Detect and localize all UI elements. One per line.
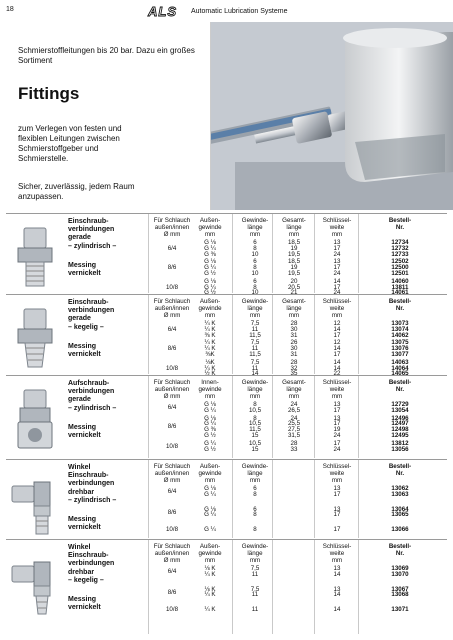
hose-size: 8/6 <box>167 345 177 353</box>
column-divider <box>358 214 359 293</box>
table-cell: 20,5 <box>287 283 301 291</box>
table-cell: 18,5 <box>287 258 301 266</box>
column-header: Gewinde- länge mm <box>241 379 269 400</box>
product-section <box>6 539 447 635</box>
table-cell: 13054 <box>391 406 409 414</box>
product-material: Messing vernickelt <box>68 262 101 278</box>
table-cell: ¼ K <box>204 570 216 578</box>
table-cell: G ¼ <box>204 420 216 428</box>
column-divider <box>232 214 233 293</box>
table-cell: 12500 <box>391 264 409 272</box>
table-cell: 11 <box>251 364 259 372</box>
table-cell: 17 <box>333 244 341 252</box>
table-cell: 11 <box>251 325 259 333</box>
column-divider <box>148 376 149 458</box>
table-cell: 12732 <box>391 244 409 252</box>
table-cell: 30 <box>290 325 298 333</box>
column-divider <box>148 540 149 634</box>
table-cell: 25,5 <box>287 420 301 428</box>
table-cell: ¼ K <box>204 364 216 372</box>
table-cell: 17 <box>333 283 341 291</box>
column-header: Für Schlauch außen/innen Ø mm <box>153 379 191 400</box>
table-cell: 13074 <box>391 325 409 333</box>
table-cell: 22 <box>333 370 341 378</box>
table-cell: 11 <box>251 570 259 578</box>
table-cell: 10 <box>251 250 259 258</box>
column-header: Innen- gewinde mm <box>198 379 222 400</box>
table-cell: G ⅜ <box>204 250 216 258</box>
hose-size: 6/4 <box>167 403 177 411</box>
table-cell: 19,5 <box>287 270 301 277</box>
table-cell: 17 <box>333 511 341 519</box>
product-material: Messing vernickelt <box>68 596 101 612</box>
intro-description: zum Verlegen von festen und flexiblen Leitungen zwischen Schmierstoffgeber und Schmierstelle. <box>18 124 122 163</box>
table-cell: 30 <box>290 345 298 353</box>
column-divider <box>314 540 315 634</box>
column-header: Schlüssel- weite mm <box>322 463 352 484</box>
column-header: Bestell- Nr. <box>388 463 412 477</box>
fitting-thumbnail <box>8 472 62 536</box>
product-name: Winkel Einschraub- verbindungen drehbar – zylindrisch – <box>68 464 117 504</box>
table-cell: ⅛ K <box>204 565 216 572</box>
table-cell: 17 <box>333 490 341 498</box>
column-divider <box>358 460 359 538</box>
table-cell: ¼ K <box>204 345 216 353</box>
hose-size: 10/8 <box>165 606 179 614</box>
table-cell: 28 <box>290 320 298 327</box>
product-name: Winkel Einschraub- verbindungen drehbar – kegelig – <box>68 544 115 584</box>
column-divider <box>232 540 233 634</box>
column-header: Gewinde- länge mm <box>241 298 269 319</box>
table-cell: G ⅛ <box>204 414 216 422</box>
table-cell: 8 <box>253 401 257 408</box>
column-divider <box>358 376 359 458</box>
column-header: Bestell- Nr. <box>388 543 412 557</box>
table-cell: 19 <box>290 244 298 252</box>
table-cell: 8 <box>253 414 257 422</box>
column-header: Für Schlauch außen/innen Ø mm <box>153 298 191 319</box>
table-cell: 21 <box>290 289 298 297</box>
page-title: Fittings <box>18 84 80 103</box>
fitting-thumbnail <box>8 307 62 371</box>
table-cell: 17 <box>333 331 341 339</box>
table-cell: G ⅛ <box>204 277 216 285</box>
table-cell: 12 <box>333 339 341 347</box>
table-cell: 10 <box>251 270 259 277</box>
table-cell: G ⅛ <box>204 239 216 246</box>
table-cell: ½ K <box>204 370 216 378</box>
table-cell: G ½ <box>204 289 216 297</box>
product-section <box>6 459 447 539</box>
table-cell: 13064 <box>391 505 409 513</box>
column-divider <box>232 460 233 538</box>
fitting-thumbnail <box>8 388 62 452</box>
table-cell: 13812 <box>391 439 409 447</box>
table-cell: 15 <box>251 445 259 453</box>
table-cell: G ¼ <box>204 511 216 519</box>
hose-size: 6/4 <box>167 244 177 252</box>
table-cell: G ¼ <box>204 526 216 534</box>
table-cell: 13 <box>333 401 341 408</box>
table-cell: 13 <box>333 258 341 266</box>
table-cell: G ⅛ <box>204 505 216 513</box>
column-header: Gesamt- länge mm <box>282 379 306 400</box>
table-cell: 27,5 <box>287 426 301 434</box>
table-cell: 6 <box>253 485 257 492</box>
column-header: Außen- gewinde mm <box>198 217 222 238</box>
table-cell: 8 <box>253 283 257 291</box>
table-cell: 24 <box>333 432 341 439</box>
table-cell: 19 <box>333 426 341 434</box>
table-cell: 13063 <box>391 490 409 498</box>
table-cell: 14 <box>251 370 259 378</box>
hose-size: 8/6 <box>167 423 177 431</box>
hose-size: 10/8 <box>165 526 179 534</box>
column-divider <box>358 540 359 634</box>
table-cell: 24 <box>333 270 341 277</box>
table-cell: 19 <box>290 264 298 272</box>
column-divider <box>358 295 359 374</box>
table-cell: 31 <box>290 351 298 358</box>
table-cell: 14 <box>333 591 341 599</box>
table-cell: 26 <box>290 339 298 347</box>
fitting-photo <box>195 22 453 210</box>
table-cell: ⅜ K <box>204 331 216 339</box>
table-cell: 20 <box>290 277 298 285</box>
table-cell: ⅜K <box>205 351 215 358</box>
table-cell: ¼ K <box>204 606 216 614</box>
table-cell: G ¼ <box>204 490 216 498</box>
column-header: Gesamt- länge mm <box>282 298 306 319</box>
table-cell: ⅛ K <box>204 585 216 593</box>
intro-section <box>0 22 453 212</box>
table-cell: 18,5 <box>287 239 301 246</box>
column-divider <box>148 214 149 293</box>
product-section <box>6 294 447 378</box>
hose-size: 6/4 <box>167 487 177 495</box>
column-header: Schlüssel- weite mm <box>322 379 352 400</box>
table-cell: 13 <box>333 585 341 593</box>
column-header: Für Schlauch außen/innen Ø mm <box>153 463 191 484</box>
table-cell: 8 <box>253 264 257 272</box>
table-cell: 12496 <box>391 414 409 422</box>
table-cell: 15 <box>251 432 259 439</box>
table-cell: 11 <box>251 345 259 353</box>
table-cell: 24 <box>333 289 341 297</box>
brand-name: Automatic Lubrication Systeme <box>191 8 288 15</box>
table-cell: 14 <box>333 277 341 285</box>
table-cell: 17 <box>333 351 341 358</box>
table-cell: 11,5 <box>249 331 261 339</box>
table-cell: 24 <box>333 250 341 258</box>
table-cell: 13069 <box>391 565 409 572</box>
table-cell: 8 <box>253 526 257 534</box>
table-cell: 12498 <box>391 426 409 434</box>
table-cell: 14061 <box>391 289 409 297</box>
product-section <box>6 375 447 459</box>
column-divider <box>314 460 315 538</box>
table-cell: 13065 <box>391 511 409 519</box>
product-material: Messing vernickelt <box>68 343 101 359</box>
table-cell: 14 <box>333 606 341 614</box>
table-cell: ¼ K <box>204 591 216 599</box>
table-cell: 13056 <box>391 445 409 453</box>
page-header <box>0 0 453 22</box>
table-cell: 13076 <box>391 345 409 353</box>
column-divider <box>232 376 233 458</box>
table-cell: 14 <box>333 570 341 578</box>
als-logo: ALS <box>148 4 177 19</box>
table-cell: 7,5 <box>250 358 260 366</box>
table-cell: G ⅜ <box>204 426 216 434</box>
table-cell: 11,5 <box>249 351 261 358</box>
table-cell: 7,5 <box>250 565 260 572</box>
table-cell: 14065 <box>391 370 409 378</box>
table-cell: 31 <box>290 331 298 339</box>
table-cell: 13 <box>333 485 341 492</box>
column-divider <box>232 295 233 374</box>
hose-size: 6/4 <box>167 567 177 575</box>
table-cell: G ⅛ <box>204 258 216 266</box>
table-cell: 6 <box>253 505 257 513</box>
table-cell: 35 <box>290 370 298 378</box>
table-cell: 14062 <box>391 331 409 339</box>
column-header: Außen- gewinde mm <box>198 298 222 319</box>
table-cell: ¼ K <box>204 320 216 327</box>
table-cell: 13 <box>333 565 341 572</box>
table-cell: 17 <box>333 420 341 428</box>
column-header: Außen- gewinde mm <box>198 543 222 564</box>
table-cell: 6 <box>253 239 257 246</box>
table-cell: 13077 <box>391 351 409 358</box>
table-cell: 13 <box>333 414 341 422</box>
table-cell: 13066 <box>391 526 409 534</box>
table-cell: 14060 <box>391 277 409 285</box>
table-cell: G ¼ <box>204 439 216 447</box>
hose-size: 8/6 <box>167 588 177 596</box>
table-cell: 13071 <box>391 606 409 614</box>
table-cell: G ½ <box>204 432 216 439</box>
table-cell: 13073 <box>391 320 409 327</box>
table-cell: 14 <box>333 345 341 353</box>
page-number: 18 <box>6 6 14 13</box>
table-cell: 14063 <box>391 358 409 366</box>
table-cell: 32 <box>290 364 298 372</box>
column-divider <box>148 460 149 538</box>
table-cell: G ½ <box>204 270 216 277</box>
table-cell: 11,5 <box>249 426 261 434</box>
hose-size: 6/4 <box>167 325 177 333</box>
table-cell: 28 <box>290 358 298 366</box>
fitting-thumbnail <box>8 552 62 616</box>
column-header: Für Schlauch außen/innen Ø mm <box>153 217 191 238</box>
table-cell: G ⅛ <box>204 485 216 492</box>
table-cell: 24 <box>290 401 298 408</box>
table-cell: 17 <box>333 439 341 447</box>
table-cell: G ¼ <box>204 283 216 291</box>
table-cell: 7,5 <box>250 585 260 593</box>
table-cell: 11 <box>251 606 259 614</box>
table-cell: 17 <box>333 406 341 414</box>
product-name: Einschraub- verbindungen gerade – kegelig – <box>68 299 115 331</box>
table-cell: 17 <box>333 526 341 534</box>
table-cell: 24 <box>290 414 298 422</box>
table-cell: 7,5 <box>250 320 260 327</box>
table-cell: 12501 <box>391 270 409 277</box>
table-cell: 12729 <box>391 401 409 408</box>
table-cell: 14064 <box>391 364 409 372</box>
table-cell: 11 <box>251 591 259 599</box>
hose-size: 10/8 <box>165 364 179 372</box>
column-header: Bestell- Nr. <box>388 217 412 231</box>
table-cell: ¼ K <box>204 339 216 347</box>
column-header: Gesamt- länge mm <box>282 217 306 238</box>
table-cell: 10,5 <box>248 439 262 447</box>
table-cell: 8 <box>253 511 257 519</box>
table-cell: 17 <box>333 264 341 272</box>
column-header: Für Schlauch außen/innen Ø mm <box>153 543 191 564</box>
table-cell: 13811 <box>391 283 409 291</box>
product-name: Aufschraub- verbindungen gerade – zylindrisch – <box>68 380 117 412</box>
column-header: Gewinde- länge mm <box>241 217 269 238</box>
intro-lead: Schmierstoffleitungen bis 20 bar. Dazu ein großes Sortiment <box>18 46 195 65</box>
table-cell: 31,5 <box>287 432 301 439</box>
column-header: Schlüssel- weite mm <box>322 298 352 319</box>
table-cell: 6 <box>253 277 257 285</box>
table-cell: 6 <box>253 258 257 266</box>
table-cell: 12497 <box>391 420 409 428</box>
hose-size: 10/8 <box>165 442 179 450</box>
product-material: Messing vernickelt <box>68 424 101 440</box>
table-cell: 14 <box>333 364 341 372</box>
table-cell: G ⅛ <box>204 401 216 408</box>
table-cell: 12502 <box>391 258 409 266</box>
hose-size: 10/8 <box>165 283 179 291</box>
column-header: Schlüssel- weite mm <box>322 217 352 238</box>
table-cell: 13068 <box>391 591 409 599</box>
table-cell: 24 <box>333 445 341 453</box>
column-header: Gewinde- länge mm <box>241 543 269 564</box>
table-cell: 7,5 <box>250 339 260 347</box>
hose-size: 8/6 <box>167 508 177 516</box>
column-divider <box>148 295 149 374</box>
table-cell: 12 <box>333 320 341 327</box>
table-cell: 13067 <box>391 585 409 593</box>
table-cell: 12733 <box>391 250 409 258</box>
table-cell: 13075 <box>391 339 409 347</box>
table-cell: 12734 <box>391 239 409 246</box>
table-cell: 14 <box>333 358 341 366</box>
intro-tagline: Sicher, zuverlässig, jedem Raum anzupassen. <box>18 182 135 201</box>
table-cell: 13070 <box>391 570 409 578</box>
product-material: Messing vernickelt <box>68 516 101 532</box>
table-cell: G ¼ <box>204 244 216 252</box>
column-header: Gewinde- länge mm <box>241 463 269 484</box>
table-cell: 28 <box>290 439 298 447</box>
table-cell: 12495 <box>391 432 409 439</box>
hose-size: 8/6 <box>167 264 177 272</box>
table-cell: 13 <box>333 505 341 513</box>
table-cell: 10,5 <box>248 420 262 428</box>
fitting-illustration <box>195 22 453 210</box>
table-cell: G ¼ <box>204 264 216 272</box>
table-cell: ⅛K <box>205 358 215 366</box>
product-name: Einschraub- verbindungen gerade – zylindrisch – <box>68 218 117 250</box>
table-cell: G ¼ <box>204 406 216 414</box>
intro-text-box <box>6 22 211 210</box>
table-cell: 8 <box>253 244 257 252</box>
product-section <box>6 213 447 297</box>
table-cell: 26,5 <box>287 406 301 414</box>
column-header: Bestell- Nr. <box>388 379 412 393</box>
column-header: Schlüssel- weite mm <box>322 543 352 564</box>
table-cell: 10,5 <box>248 406 262 414</box>
table-cell: 33 <box>290 445 298 453</box>
table-cell: 8 <box>253 490 257 498</box>
table-cell: G ½ <box>204 445 216 453</box>
table-cell: 13 <box>333 239 341 246</box>
table-cell: ¼ K <box>204 325 216 333</box>
table-cell: 13062 <box>391 485 409 492</box>
table-cell: 19,5 <box>287 250 301 258</box>
table-cell: 14 <box>333 325 341 333</box>
column-header: Außen- gewinde mm <box>198 463 222 484</box>
column-header: Bestell- Nr. <box>388 298 412 312</box>
table-cell: 10 <box>251 289 259 297</box>
fitting-thumbnail <box>8 226 62 290</box>
